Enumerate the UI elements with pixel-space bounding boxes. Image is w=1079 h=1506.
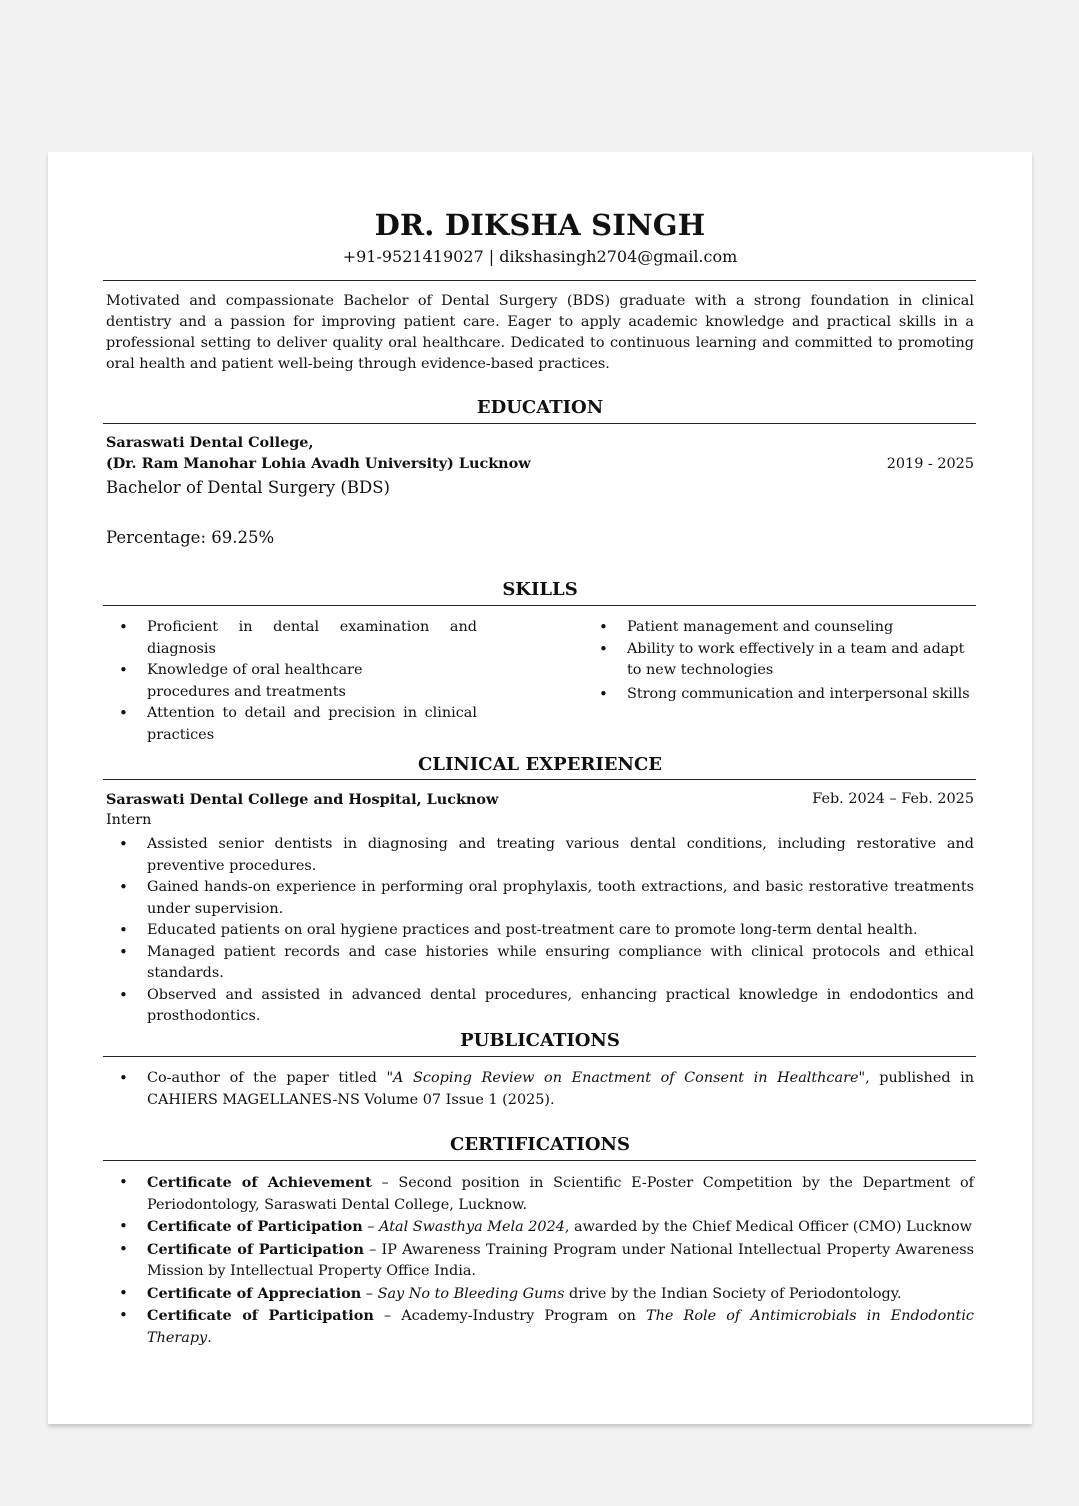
list-item: • Strong communication and interpersonal skills bbox=[627, 684, 976, 706]
publication-suffix: , published in CAHIERS MAGELLANES-NS Volume 07 Issue 1 (2025). bbox=[147, 1070, 975, 1108]
skills-left-list bbox=[106, 617, 477, 746]
list-item: • Patient management and counseling bbox=[627, 617, 976, 639]
publications-heading: PUBLICATIONS bbox=[460, 1030, 620, 1051]
experience-list bbox=[106, 834, 974, 1028]
certifications-divider bbox=[103, 1160, 976, 1161]
degree: Bachelor of Dental Surgery (BDS) bbox=[106, 478, 390, 497]
publication-title: "A Scoping Review on Enactment of Consent in Healthcare" bbox=[386, 1070, 866, 1086]
publication-prefix: Co-author of the paper titled bbox=[147, 1070, 387, 1086]
list-item: • Educated patients on oral hygiene practices and post-treatment care to promote long-term dental health. bbox=[147, 920, 974, 942]
percentage: Percentage: 69.25% bbox=[106, 528, 275, 547]
list-item: • Observed and assisted in advanced dental procedures, enhancing practical knowledge in endodontics and prosthodontics. bbox=[147, 985, 974, 1028]
certificate-text-after: . bbox=[207, 1329, 212, 1346]
list-item bbox=[147, 1283, 974, 1306]
contact-line: +91-9521419027 | dikshasingh2704@gmail.com bbox=[342, 247, 738, 266]
skills-heading: SKILLS bbox=[502, 579, 578, 600]
list-item: • Proficient in dental examination and diagnosis bbox=[147, 617, 477, 660]
list-item: • Gained hands-on experience in performing oral prophylaxis, tooth extractions, and basic restorative treatments under supervision. bbox=[147, 877, 974, 920]
certificate-text-after: , awarded by the Chief Medical Officer (CMO) Lucknow bbox=[564, 1219, 972, 1235]
summary-paragraph: Motivated and compassionate Bachelor of Dental Surgery (BDS) graduate with a strong foundation in clinical dentistry and a passion for improving patient care. Eager to apply academic knowledge and practical skills in a professional setting to deliver quality oral healthcare. Dedicated to continuous learning and committed to promoting oral health and patient well-being through evidence-based practices. bbox=[106, 293, 974, 372]
certificate-sep: – bbox=[362, 1219, 380, 1235]
experience-role: Intern bbox=[106, 812, 152, 828]
certificate-sep: – bbox=[373, 1308, 402, 1324]
certificate-sep: – bbox=[361, 1285, 378, 1302]
list-item: • Ability to work effectively in a team and adapt to new technologies bbox=[627, 639, 976, 682]
list-item: • Attention to detail and precision in clinical practices bbox=[147, 703, 477, 746]
skills-right-list bbox=[586, 617, 976, 705]
experience-dates: Feb. 2024 – Feb. 2025 bbox=[812, 791, 974, 807]
list-item bbox=[147, 1305, 974, 1349]
list-item: • Assisted senior dentists in diagnosing and treating various dental conditions, including restorative and preventive procedures. bbox=[147, 834, 974, 877]
certifications-heading: CERTIFICATIONS bbox=[450, 1134, 630, 1155]
publications-list bbox=[106, 1068, 974, 1111]
certificate-label: Certificate of Appreciation bbox=[147, 1284, 362, 1302]
certificate-label: Certificate of Participation bbox=[147, 1307, 374, 1324]
list-item bbox=[147, 1239, 974, 1283]
certificate-italic: The Role of Antimicrobials in Endodontic Therapy bbox=[147, 1308, 974, 1346]
certifications-list bbox=[106, 1172, 974, 1349]
college-name: Saraswati Dental College, bbox=[106, 434, 314, 451]
education-years: 2019 - 2025 bbox=[886, 456, 974, 472]
list-item bbox=[147, 1068, 974, 1111]
certificate-text: Second position in Scientific E-Poster Competition by the Department of Periodontology, Saraswati Dental College, Lucknow. bbox=[147, 1175, 974, 1213]
candidate-name: DR. DIKSHA SINGH bbox=[374, 208, 706, 242]
experience-org: Saraswati Dental College and Hospital, Lucknow bbox=[106, 791, 499, 808]
certificate-label: Certificate of Achievement bbox=[147, 1174, 372, 1191]
experience-heading: CLINICAL EXPERIENCE bbox=[417, 754, 663, 775]
education-heading: EDUCATION bbox=[476, 397, 604, 418]
list-item bbox=[147, 1172, 974, 1216]
publications-divider bbox=[103, 1056, 976, 1057]
certificate-sep: – bbox=[371, 1175, 399, 1191]
experience-divider bbox=[103, 779, 976, 780]
certificate-italic: Atal Swasthya Mela 2024 bbox=[379, 1219, 565, 1235]
certificate-label: Certificate of Participation bbox=[147, 1218, 363, 1235]
certificate-text: IP Awareness Training Program under National Intellectual Property Awareness Mission by Intellectual Property Office India. bbox=[147, 1241, 974, 1279]
resume-page bbox=[48, 152, 1032, 1424]
university-name: (Dr. Ram Manohar Lohia Avadh University) Lucknow bbox=[106, 455, 531, 472]
header-divider bbox=[103, 280, 976, 281]
certificate-label: Certificate of Participation bbox=[147, 1240, 364, 1258]
skills-divider bbox=[103, 605, 976, 606]
certificate-sep: – bbox=[363, 1241, 382, 1258]
list-item: • Managed patient records and case histories while ensuring compliance with clinical protocols and ethical standards. bbox=[147, 942, 974, 985]
list-item: • Knowledge of oral healthcare procedures and treatments bbox=[147, 660, 437, 703]
list-item bbox=[147, 1216, 974, 1239]
certificate-text-after: drive by the Indian Society of Periodontology. bbox=[564, 1285, 902, 1302]
certificate-text: Academy-Industry Program on bbox=[401, 1308, 647, 1324]
certificate-italic: Say No to Bleeding Gums bbox=[377, 1285, 565, 1302]
education-divider bbox=[103, 423, 976, 424]
